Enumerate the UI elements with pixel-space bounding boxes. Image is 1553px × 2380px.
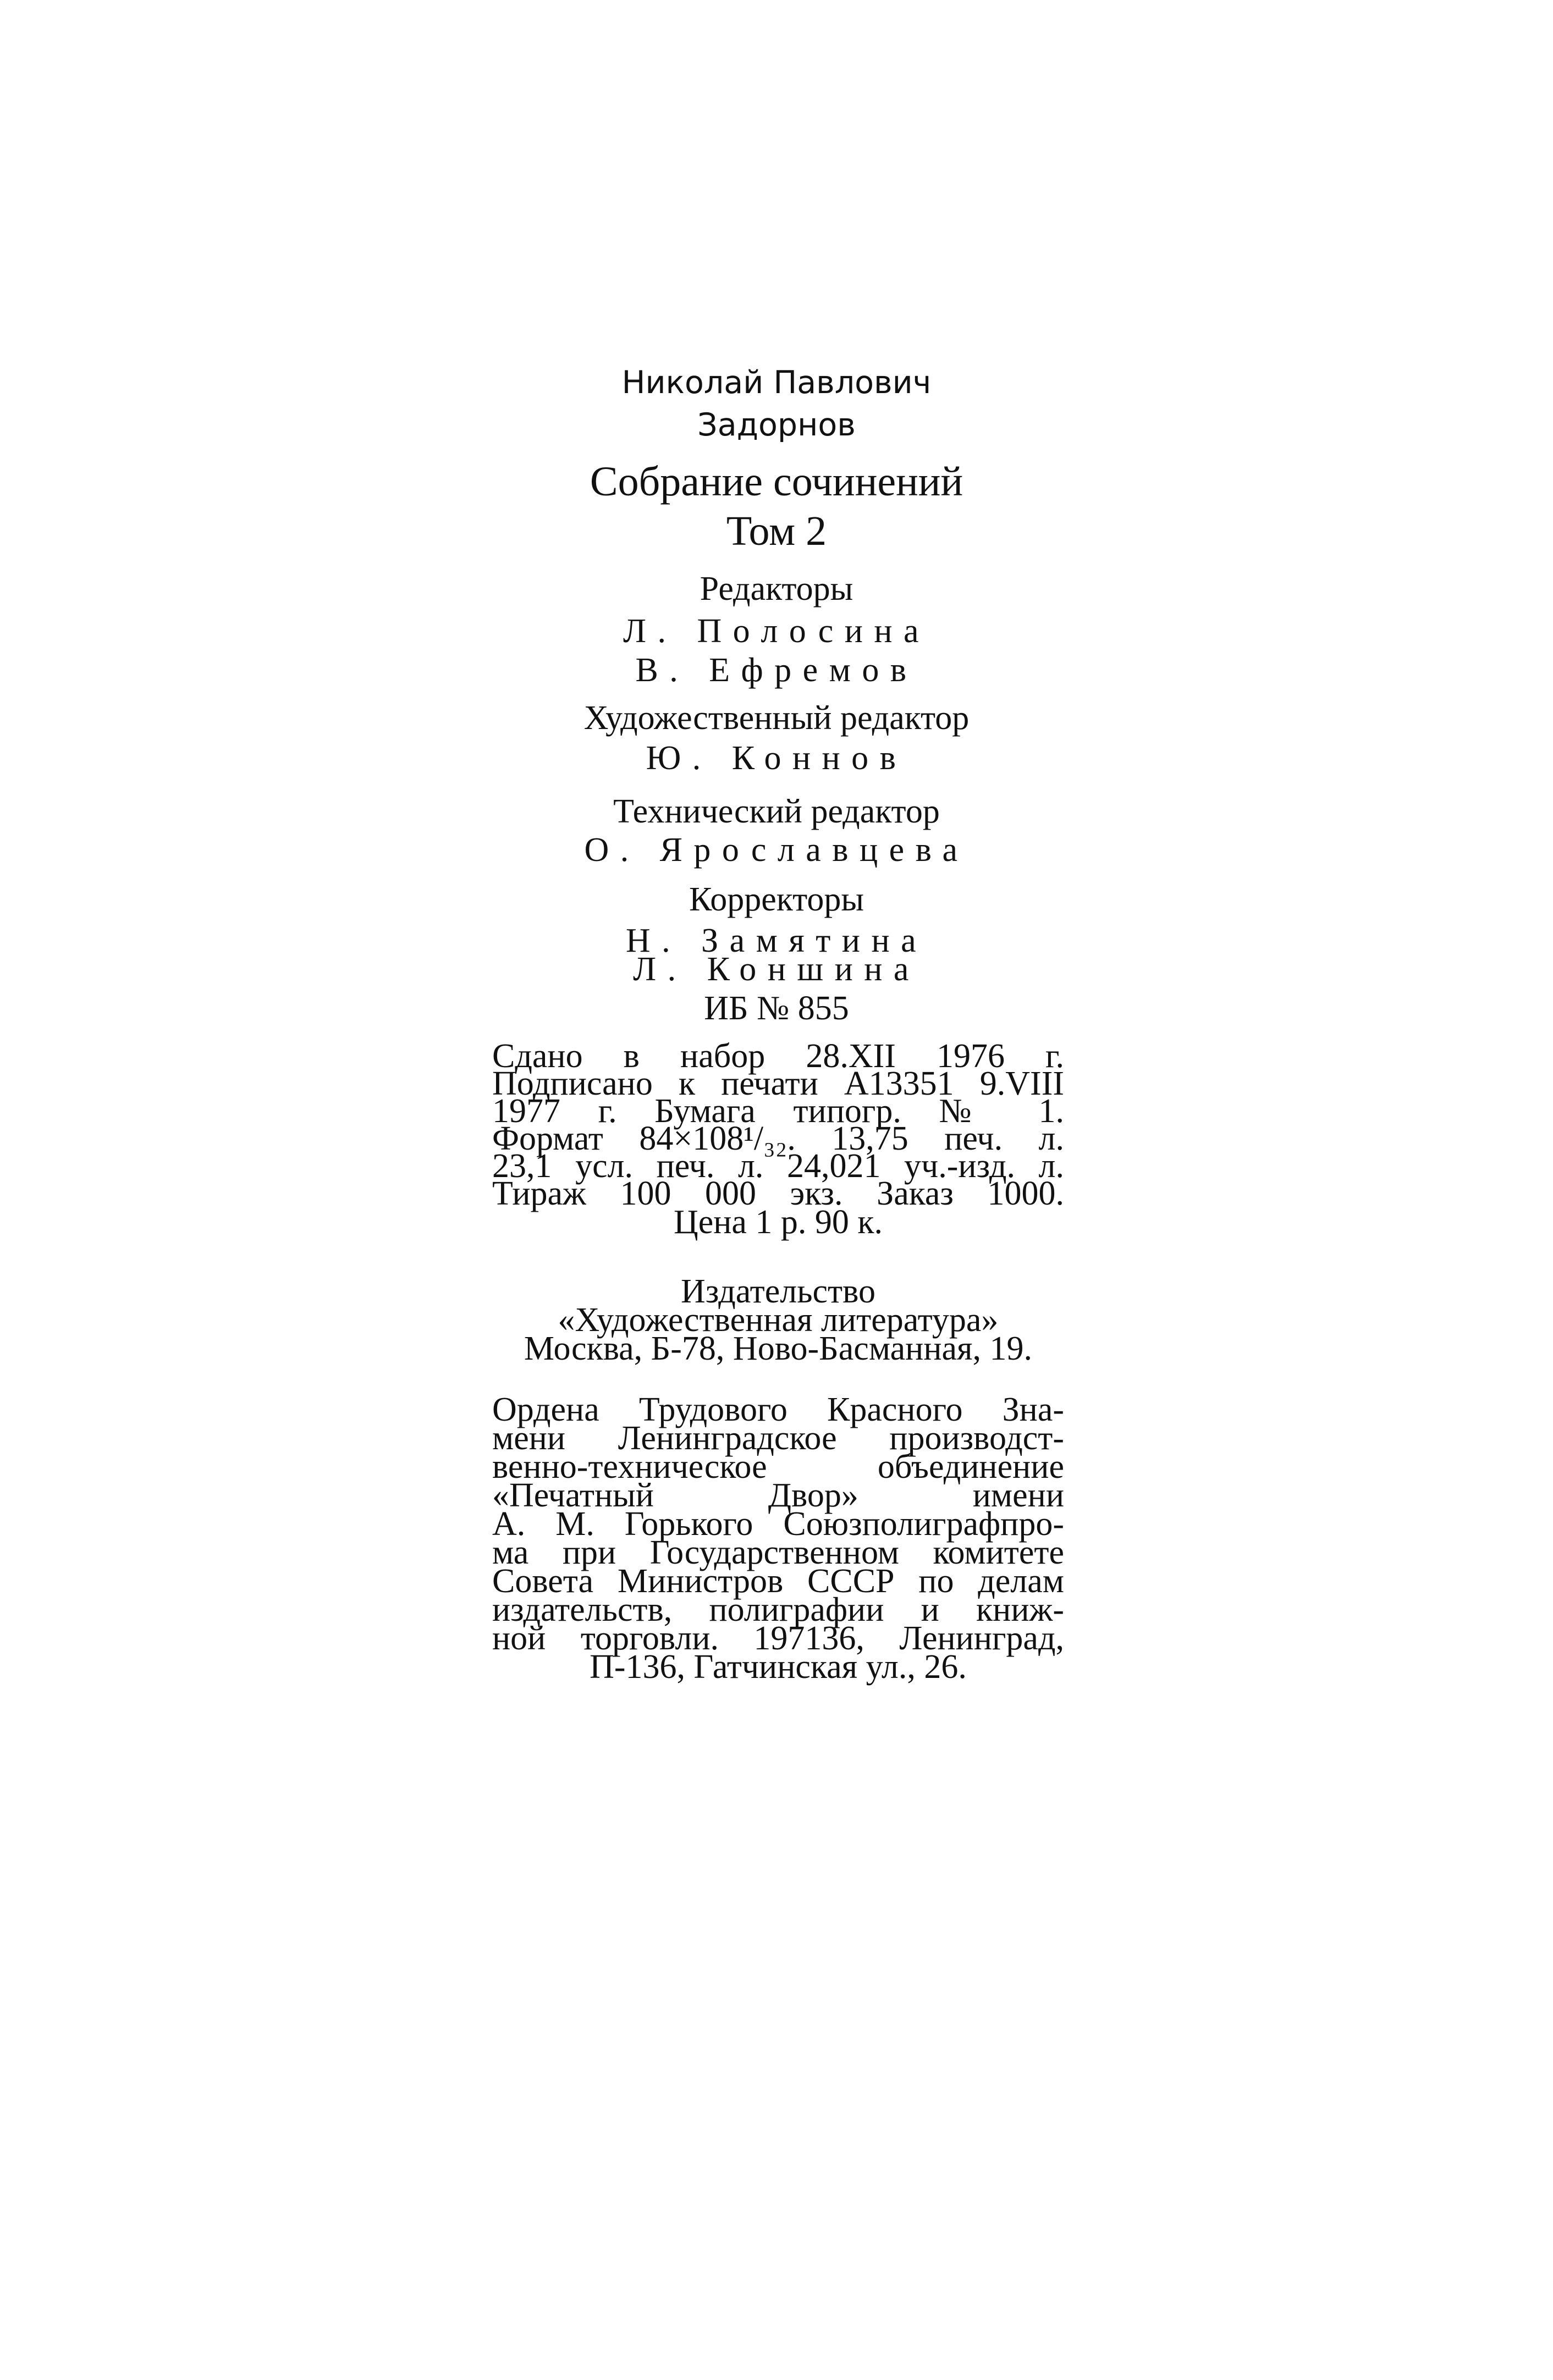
printer-line: мени Ленинградское производст- (492, 1420, 1064, 1457)
tech-editor-name: О. Ярославцева (584, 831, 969, 869)
print-details-block (492, 1039, 1064, 1259)
art-editor-heading: Художественный редактор (583, 699, 970, 737)
publisher-block (492, 1274, 1064, 1373)
volume-number: Том 2 (726, 508, 827, 554)
print-details-line: 23,1 усл. печ. л. 24,021 уч.-изд. л. (492, 1147, 1064, 1185)
printer-line: ной торговли. 197136, Ленинград, (492, 1620, 1064, 1657)
author-last-name: Задорнов (697, 407, 856, 443)
printer-line: ма при Государственном комитете (492, 1534, 1064, 1571)
printer-line: Совета Министров СССР по делам (492, 1562, 1064, 1600)
printer-last-line: П-136, Гатчинская ул., 26. (590, 1648, 967, 1686)
author-first-name: Николай Павлович (621, 365, 932, 401)
ib-number: ИБ № 855 (704, 990, 849, 1027)
print-details-line: 1977 г. Бумага типогр. № 1. (492, 1092, 1064, 1130)
price: Цена 1 р. 90 к. (673, 1203, 883, 1241)
book-title: Собрание сочинений (590, 459, 963, 505)
print-details-line: Сдано в набор 28.XII 1976 г. (492, 1037, 1064, 1075)
corrector-name-2: Л. Коншина (633, 951, 920, 988)
print-details-line: Тираж 100 000 экз. Заказ 1000. (492, 1175, 1064, 1212)
art-editor-name: Ю. Коннов (646, 739, 907, 777)
printer-line: издательств, полиграфии и книж- (492, 1591, 1064, 1628)
publisher-heading: Издательство (681, 1273, 875, 1310)
editors-heading: Редакторы (700, 570, 853, 608)
printer-line: венно-техническое объединение (492, 1448, 1064, 1486)
printer-line: А. М. Горького Союзполиграфпро- (492, 1505, 1064, 1543)
publisher-name: «Художественная литература» (558, 1301, 999, 1339)
publisher-address: Москва, Б-78, Ново-Басманная, 19. (524, 1330, 1033, 1367)
printer-block (492, 1393, 1064, 1700)
correctors-heading: Корректоры (689, 881, 864, 918)
printer-line: Ордена Трудового Красного Зна- (492, 1391, 1064, 1428)
tech-editor-heading: Технический редактор (613, 793, 940, 830)
print-details-line: Формат 84×108¹/₃₂. 13,75 печ. л. (492, 1120, 1064, 1157)
printer-line: «Печатный Двор» имени (492, 1477, 1064, 1514)
print-details-line: Подписано к печати А13351 9.VIII (492, 1065, 1064, 1102)
editor-name-2: В. Ефремов (635, 651, 918, 689)
editor-name-1: Л. Полосина (623, 612, 930, 650)
corrector-name-1: Н. Замятина (625, 922, 928, 959)
